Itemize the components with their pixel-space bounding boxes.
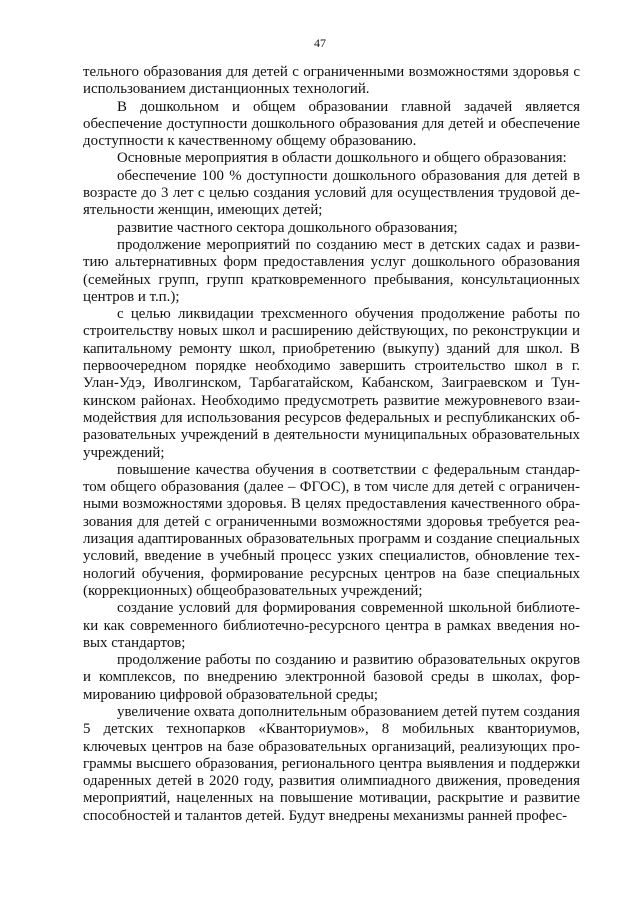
document-body [83, 64, 580, 825]
list-item-private-sector: развитие частного сектора дошкольного образования; [117, 219, 458, 236]
paragraph-measures-heading: Основные мероприятия в области дошкольного и общего образования: [117, 150, 567, 167]
list-item-school-library: создание условий для формирования современной школьной библиотеки как современного библиотечно-ресурсного центра в рамках введения новых стандартов; [83, 600, 580, 651]
list-item-additional-education: увеличение охвата дополнительным образованием детей путем создания 5 детских технопарков «Кванториумов», 8 мобильных кванториумов, ключевых центров на базе образовательных организаций, реализующих программы высшего образования, регионального центра выявления и поддержки одаренных детей в 2020 году, развития олимпиадного движения, проведения мероприятий, нацеленных на повышение мотивации, раскрытие и развитие способностей и талантов детей. Будут внедрены механизмы ранней профес- [83, 703, 580, 824]
list-item-kindergarten-places: продолжение мероприятий по созданию мест в детских садах и развитию альтернативных форм предоставления услуг дошкольного образования (семейных групп, групп кратковременного пребывания, консультационных центров и т.п.); [83, 236, 580, 305]
paragraph-continuation: тельного образования для детей с ограниченными возможностями здоровья с использованием дистанционных технологий. [83, 64, 580, 98]
list-item-educational-districts: продолжение работы по созданию и развитию образовательных округов и комплексов, по внедрению электронной базовой среды в школах, формированию цифровой образовательной среды; [83, 652, 580, 703]
list-item-school-construction: с целью ликвидации трехсменного обучения продолжение работы по строительству новых школ и расширению действующих, по реконструкции и капитальному ремонту школ, приобретению (выкупу) зданий для школ. В первоочередном порядке необходимо завершить строительство школ в г. Улан-Удэ, Иволгинском, Тарбагатайском, Кабанском, Заиграевском и Тункинском районах. Необходимо предусмотреть развитие межуровневого взаимодействия для использования ресурсов федеральных и республиканских образовательных учреждений в деятельности муниципальных образовательных учреждений; [83, 306, 580, 461]
page-number: 47 [314, 36, 326, 50]
paragraph-main-task: В дошкольном и общем образовании главной задачей является обеспечение доступности дошкольного образования для детей и обеспечение доступности к качественному общему образованию. [83, 98, 580, 150]
list-item-preschool-access: обеспечение 100 % доступности дошкольного образования для детей в возрасте до 3 лет с целью создания условий для осуществления трудовой деятельности женщин, имеющих детей; [83, 167, 580, 219]
list-item-education-quality: повышение качества обучения в соответствии с федеральным стандартом общего образования (далее – ФГОС), в том числе для детей с ограниченными возможностями здоровья. В целях предоставления качественного образования для детей с ограниченными возможностями здоровья требуется реализация адаптированных образовательных программ и создание специальных условий, введение в учебный процесс узких специалистов, обновление технологий обучения, формирование ресурсных центров на базе специальных (коррекционных) общеобразовательных учреждений; [83, 461, 580, 599]
